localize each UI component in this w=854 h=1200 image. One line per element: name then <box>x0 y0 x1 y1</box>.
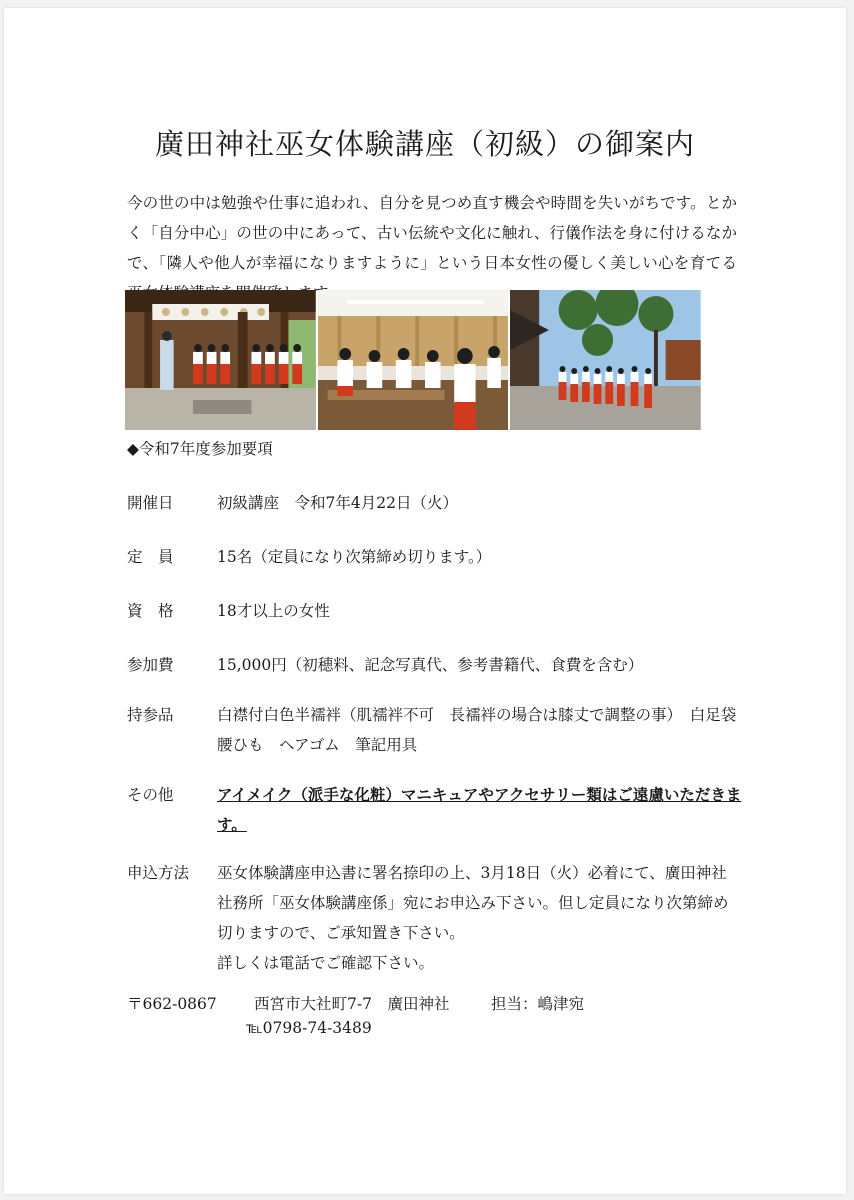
postal-code: 〒662-0867 <box>127 995 217 1013</box>
photo-classroom-lecture <box>318 290 509 430</box>
shrine-ceremony-illustration <box>125 290 316 430</box>
page-title: 廣田神社巫女体験講座（初級）の御案内 <box>154 127 695 161</box>
photo-strip <box>125 290 701 430</box>
detail-value <box>217 858 742 978</box>
document-page <box>4 8 846 1194</box>
detail-label: 持参品 <box>127 706 174 724</box>
detail-value: 15名（定員になり次第締め切ります。） <box>217 548 492 566</box>
detail-label: 資 格 <box>127 602 174 620</box>
notice-text: アイメイク（派手な化粧）マニキュアやアクセサリー類はご遠慮いただきます。 <box>217 785 742 834</box>
detail-label: 定 員 <box>127 548 174 566</box>
detail-value: 初級講座 令和7年4月22日（火） <box>217 494 458 512</box>
detail-label: その他 <box>127 786 174 804</box>
address: 西宮市大社町7-7 廣田神社 <box>254 995 450 1013</box>
intro-paragraph: 今の世の中は勉強や仕事に追われ、自分を見つめ直す機会や時間を失いがちです。とかく「自分中心」の世の中にあって、古い伝統や文化に触れ、行儀作法を身に付けるなかで、「隣人や他人が幸福になりますように」という日本女性の優しく美しい心を育てる <box>127 194 737 272</box>
procession-illustration <box>510 290 701 430</box>
section-heading: ◆令和7年度参加要項 <box>127 440 273 458</box>
apply-note: 詳しくは電話でご確認下さい。 <box>217 954 435 972</box>
photo-procession <box>510 290 701 430</box>
detail-label: 申込方法 <box>127 864 190 882</box>
detail-label: 参加費 <box>127 656 174 674</box>
apply-instructions: 巫女体験講座申込書に署名捺印の上、3月18日（火）必着にて、廣田神社社務所「巫女体験講座係」宛にお申込み下さい。但し定員になり次第締め切りますので、ご承知置き下さい。 <box>217 864 729 942</box>
classroom-illustration <box>318 290 509 430</box>
detail-label: 開催日 <box>127 494 174 512</box>
phone-number: ℡0798-74-3489 <box>246 1019 372 1037</box>
detail-value: 18才以上の女性 <box>217 602 330 620</box>
photo-shrine-ceremony <box>125 290 316 430</box>
contact-person: 担当：嶋津宛 <box>491 995 585 1013</box>
detail-value: 白襟付白色半襦袢（肌襦袢不可 長襦袢の場合は膝丈で調整の事） 白足袋 腰ひも ヘアゴム 筆記用具 <box>217 706 752 754</box>
detail-value: 15,000円（初穂料、記念写真代、参考書籍代、食費を含む） <box>217 656 644 674</box>
